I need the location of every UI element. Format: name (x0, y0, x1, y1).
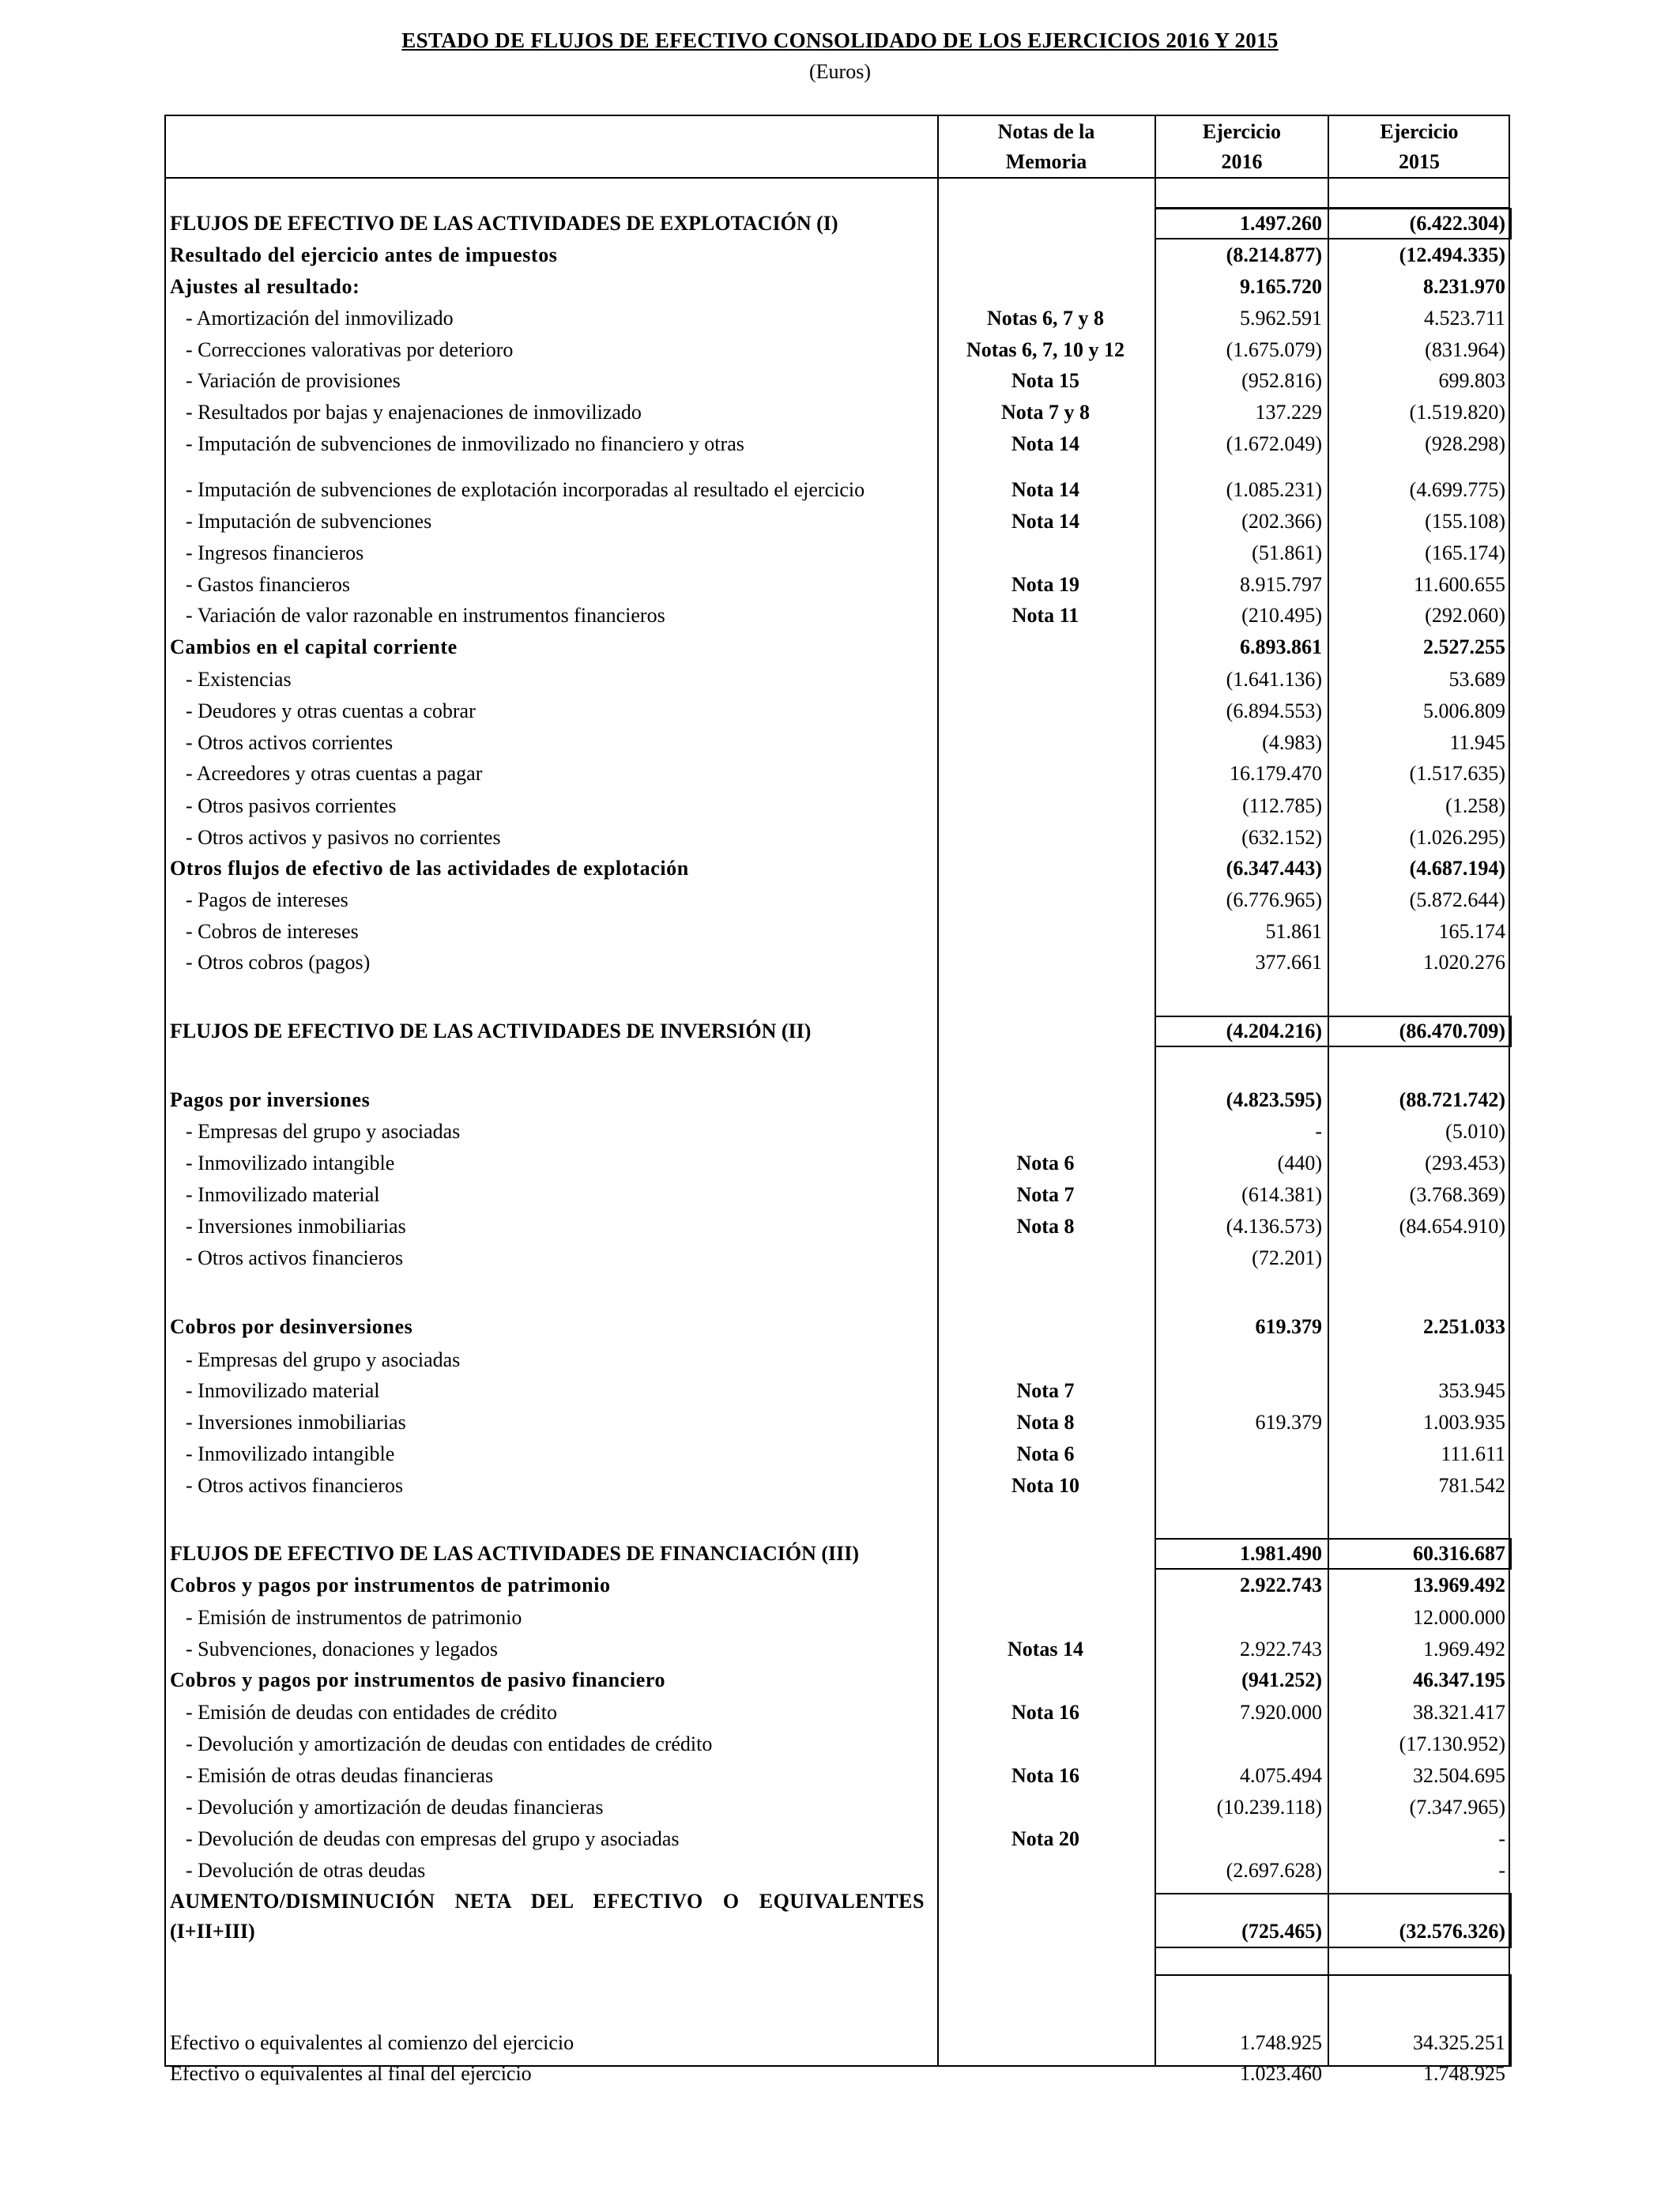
row-value-2016: (51.861) (1252, 541, 1322, 564)
row-value-2016: (210.495) (1241, 604, 1322, 627)
total-box-2015 (1328, 1016, 1512, 1047)
total-box-2016 (1155, 208, 1329, 239)
row-value-2016: (6.776.965) (1226, 888, 1322, 911)
row-label: - Pagos de intereses (186, 888, 348, 911)
row-value-2016: (941.252) (1241, 1668, 1322, 1691)
row-label: - Otros activos financieros (186, 1474, 404, 1497)
row-value-2015: (7.347.965) (1409, 1796, 1505, 1819)
row-value-2015: 1.969.492 (1423, 1638, 1505, 1661)
row-label: Cambios en el capital corriente (170, 635, 458, 658)
row-value-2015: 60.316.687 (1413, 1542, 1505, 1565)
row-nota: Nota 8 (1016, 1215, 1075, 1238)
total-box-2016 (1155, 1893, 1329, 1948)
total-box-2015 (1328, 208, 1512, 239)
row-value-2016: 16.179.470 (1230, 762, 1322, 785)
row-value-2016: 2.922.743 (1240, 1638, 1322, 1661)
row-nota: Nota 7 (1016, 1183, 1075, 1206)
row-value-2015: (831.964) (1425, 338, 1505, 361)
row-nota: Nota 11 (1011, 604, 1079, 627)
row-value-2015: 46.347.195 (1413, 1668, 1505, 1691)
row-value-2015: (1.517.635) (1409, 762, 1505, 785)
row-label: Cobros y pagos por instrumentos de patrimonio (170, 1574, 611, 1596)
header-2015-line2: 2015 (1399, 150, 1440, 173)
row-value-2015: 13.969.492 (1413, 1574, 1505, 1596)
row-value-2015: 5.006.809 (1423, 699, 1505, 722)
row-label: Pagos por inversiones (170, 1088, 371, 1111)
row-value-2015: 32.504.695 (1413, 1764, 1505, 1787)
row-value-2016: (8.214.877) (1226, 243, 1322, 266)
row-label: Efectivo o equivalentes al comienzo del ejercicio (170, 2031, 574, 2054)
total-box-2015 (1328, 1893, 1512, 1948)
row-nota: Nota 15 (1011, 369, 1079, 392)
row-value-2016: (632.152) (1241, 826, 1322, 849)
row-label: - Otros activos corrientes (186, 731, 394, 754)
row-value-2015: (12.494.335) (1399, 243, 1505, 266)
row-value-2015: 1.003.935 (1423, 1411, 1505, 1434)
row-value-2015: (17.130.952) (1399, 1732, 1505, 1755)
row-nota: Notas 14 (1007, 1638, 1084, 1661)
row-value-2016: 1.497.260 (1240, 212, 1322, 235)
header-2016 (1156, 117, 1328, 177)
row-label: - Acreedores y otras cuentas a pagar (186, 762, 483, 785)
row-value-2016: 1.981.490 (1240, 1542, 1322, 1565)
row-value-2015: (4.699.775) (1409, 478, 1505, 501)
row-nota: Nota 16 (1011, 1764, 1079, 1787)
row-value-2016: (614.381) (1241, 1183, 1322, 1206)
row-value-2016: (6.894.553) (1226, 699, 1322, 722)
row-nota: Nota 6 (1016, 1442, 1075, 1465)
row-label: - Resultados por bajas y enajenaciones de inmovilizado (186, 401, 642, 424)
header-2016-line2: 2016 (1221, 150, 1263, 173)
row-value-2015: 1.748.925 (1423, 2062, 1505, 2085)
row-value-2016: 2.922.743 (1240, 1574, 1322, 1596)
row-label: - Empresas del grupo y asociadas (186, 1120, 461, 1143)
row-label: - Imputación de subvenciones (186, 510, 432, 533)
row-value-2015: (3.768.369) (1409, 1183, 1505, 1206)
row-value-2016: 6.893.861 (1240, 635, 1322, 658)
row-value-2015: (5.872.644) (1409, 888, 1505, 911)
row-label: - Otros pasivos corrientes (186, 794, 397, 817)
row-value-2015: 165.174 (1438, 920, 1505, 943)
row-value-2016: (10.239.118) (1216, 1796, 1322, 1819)
balance-box (1155, 1974, 1329, 2067)
row-value-2015: (5.010) (1445, 1120, 1505, 1143)
row-nota: Nota 7 y 8 (1001, 401, 1090, 424)
row-label: FLUJOS DE EFECTIVO DE LAS ACTIVIDADES DE FINANCIACIÓN (III) (170, 1542, 860, 1565)
row-value-2016: 5.962.591 (1240, 307, 1322, 330)
row-value-2015: 53.689 (1448, 668, 1505, 691)
row-label: - Cobros de intereses (186, 920, 359, 943)
row-nota: Nota 6 (1016, 1152, 1075, 1174)
row-value-2015: (32.576.326) (1399, 1920, 1505, 1943)
row-value-2015: (165.174) (1425, 541, 1505, 564)
row-label: - Emisión de deudas con entidades de crédito (186, 1701, 558, 1724)
total-box-2016 (1155, 1016, 1329, 1047)
row-value-2016: - (1315, 1120, 1322, 1143)
row-value-2015: 12.000.000 (1413, 1606, 1505, 1629)
row-nota: Notas 6, 7 y 8 (986, 307, 1105, 330)
page-subtitle: (Euros) (809, 60, 871, 83)
row-value-2016: (725.465) (1241, 1920, 1322, 1943)
row-value-2015: (84.654.910) (1399, 1215, 1505, 1238)
row-value-2015: 2.527.255 (1423, 635, 1505, 658)
row-label-continued: (I+II+III) (170, 1920, 255, 1943)
row-value-2015: 4.523.711 (1423, 307, 1505, 330)
row-label: - Ingresos financieros (186, 541, 364, 564)
row-value-2016: (4.136.573) (1226, 1215, 1322, 1238)
header-2015 (1329, 117, 1509, 177)
row-label: - Otros cobros (pagos) (186, 951, 371, 974)
row-value-2016: 9.165.720 (1240, 275, 1322, 298)
row-value-2016: (4.823.595) (1226, 1088, 1322, 1111)
row-value-2016: (1.641.136) (1226, 668, 1322, 691)
row-label: - Devolución y amortización de deudas financieras (186, 1796, 604, 1819)
row-value-2015: 1.020.276 (1423, 951, 1505, 974)
row-value-2015: (88.721.742) (1399, 1088, 1505, 1111)
row-value-2015: - (1498, 1827, 1505, 1850)
row-value-2016: (4.204.216) (1226, 1020, 1322, 1042)
row-value-2016: 377.661 (1255, 951, 1322, 974)
row-label: - Imputación de subvenciones de inmovilizado no financiero y otras (186, 432, 744, 455)
row-label: - Inmovilizado material (186, 1183, 380, 1206)
row-value-2016: (4.983) (1262, 731, 1322, 754)
row-value-2015: 781.542 (1438, 1474, 1505, 1497)
row-nota: Nota 20 (1011, 1827, 1079, 1850)
page-title: ESTADO DE FLUJOS DE EFECTIVO CONSOLIDADO DE LOS EJERCICIOS 2016 Y 2015 (401, 28, 1279, 52)
row-value-2015: (293.453) (1425, 1152, 1505, 1174)
row-value-2016: 51.861 (1265, 920, 1322, 943)
row-value-2015: 11.600.655 (1413, 573, 1505, 596)
row-value-2016: 619.379 (1255, 1315, 1322, 1338)
row-label: - Inversiones inmobiliarias (186, 1215, 406, 1238)
row-label: Otros flujos de efectivo de las actividades de explotación (170, 857, 689, 880)
header-notas (939, 117, 1154, 177)
row-value-2015: (155.108) (1425, 510, 1505, 533)
row-label: - Inmovilizado intangible (186, 1152, 395, 1174)
total-box-2015 (1328, 1538, 1512, 1570)
row-value-2016: (440) (1277, 1152, 1322, 1174)
row-value-2016: (1.675.079) (1226, 338, 1322, 361)
column-divider (1328, 115, 1329, 2067)
row-label: - Gastos financieros (186, 573, 350, 596)
row-value-2015: 8.231.970 (1423, 275, 1505, 298)
row-value-2016: (72.201) (1252, 1246, 1322, 1269)
row-label: - Inmovilizado material (186, 1379, 380, 1402)
row-label: - Emisión de otras deudas financieras (186, 1764, 494, 1787)
row-label: - Imputación de subvenciones de explotación incorporadas al resultado el ejercicio (186, 478, 865, 501)
row-value-2015: 11.945 (1449, 731, 1505, 754)
row-value-2015: 699.803 (1438, 369, 1505, 392)
row-nota: Nota 8 (1016, 1411, 1075, 1434)
row-value-2015: (928.298) (1425, 432, 1505, 455)
row-value-2015: (1.258) (1445, 794, 1505, 817)
row-nota: Nota 7 (1016, 1379, 1075, 1402)
row-label: Cobros por desinversiones (170, 1315, 413, 1338)
row-value-2016: (112.785) (1242, 794, 1322, 817)
row-nota: Nota 10 (1011, 1474, 1079, 1497)
row-value-2016: 137.229 (1255, 401, 1322, 424)
row-label: - Subvenciones, donaciones y legados (186, 1638, 498, 1661)
row-label: Resultado del ejercicio antes de impuestos (170, 243, 558, 266)
row-value-2016: (2.697.628) (1226, 1859, 1322, 1882)
row-value-2015: 34.325.251 (1413, 2031, 1505, 2054)
row-nota: Nota 16 (1011, 1701, 1079, 1724)
row-label: AUMENTO/DISMINUCIÓN NETA DEL EFECTIVO O EQUIVALENTES (170, 1890, 925, 1913)
row-value-2015: 2.251.033 (1423, 1315, 1505, 1338)
header-2016-line1: Ejercicio (1202, 120, 1282, 143)
row-nota: Nota 14 (1011, 432, 1079, 455)
row-label: Efectivo o equivalentes al final del ejercicio (170, 2062, 532, 2085)
row-value-2015: (1.026.295) (1409, 826, 1505, 849)
row-value-2015: (1.519.820) (1409, 401, 1505, 424)
row-value-2015: 111.611 (1441, 1442, 1505, 1465)
row-label: - Otros activos y pasivos no corrientes (186, 826, 501, 849)
total-box-2016 (1155, 1538, 1329, 1570)
row-label: - Variación de valor razonable en instrumentos financieros (186, 604, 665, 627)
row-value-2016: (952.816) (1241, 369, 1322, 392)
row-nota: Nota 14 (1011, 510, 1079, 533)
row-label: - Otros activos financieros (186, 1246, 404, 1269)
header-divider (164, 177, 1510, 179)
row-value-2015: - (1498, 1859, 1505, 1882)
header-notas-line2: Memoria (1005, 150, 1087, 173)
row-label: - Inversiones inmobiliarias (186, 1411, 406, 1434)
row-label: - Devolución de otras deudas (186, 1859, 426, 1882)
row-label: - Correcciones valorativas por deterioro (186, 338, 514, 361)
row-value-2016: 4.075.494 (1240, 1764, 1322, 1787)
row-value-2016: 1.748.925 (1240, 2031, 1322, 2054)
row-value-2016: 8.915.797 (1240, 573, 1322, 596)
row-value-2015: (86.470.709) (1399, 1020, 1505, 1042)
row-value-2016: 7.920.000 (1240, 1701, 1322, 1724)
row-label: - Existencias (186, 668, 292, 691)
row-label: FLUJOS DE EFECTIVO DE LAS ACTIVIDADES DE EXPLOTACIÓN (I) (170, 212, 838, 235)
row-nota: Nota 14 (1011, 478, 1079, 501)
row-label: - Variación de provisiones (186, 369, 401, 392)
balance-box (1328, 1974, 1512, 2067)
row-value-2015: 353.945 (1438, 1379, 1505, 1402)
row-value-2015: (6.422.304) (1409, 212, 1505, 235)
row-label: - Empresas del grupo y asociadas (186, 1348, 461, 1371)
row-nota: Nota 19 (1011, 573, 1079, 596)
row-label: FLUJOS DE EFECTIVO DE LAS ACTIVIDADES DE INVERSIÓN (II) (170, 1020, 812, 1042)
row-label: - Deudores y otras cuentas a cobrar (186, 699, 476, 722)
row-value-2016: (202.366) (1241, 510, 1322, 533)
row-value-2016: 1.023.460 (1240, 2062, 1322, 2085)
row-label: - Emisión de instrumentos de patrimonio (186, 1606, 522, 1629)
row-label: - Devolución y amortización de deudas con entidades de crédito (186, 1732, 713, 1755)
row-label: - Inmovilizado intangible (186, 1442, 395, 1465)
row-label: Ajustes al resultado: (170, 275, 360, 298)
row-label: - Devolución de deudas con empresas del grupo y asociadas (186, 1827, 680, 1850)
row-value-2016: (1.672.049) (1226, 432, 1322, 455)
row-nota: Notas 6, 7, 10 y 12 (966, 338, 1125, 361)
row-value-2015: (292.060) (1425, 604, 1505, 627)
row-value-2016: 619.379 (1255, 1411, 1322, 1434)
row-value-2016: (6.347.443) (1226, 857, 1322, 880)
row-value-2016: (1.085.231) (1226, 478, 1322, 501)
header-notas-line1: Notas de la (997, 120, 1095, 143)
row-label: Cobros y pagos por instrumentos de pasivo financiero (170, 1668, 666, 1691)
header-2015-line1: Ejercicio (1380, 120, 1459, 143)
row-value-2015: (4.687.194) (1409, 857, 1505, 880)
row-value-2015: 38.321.417 (1413, 1701, 1505, 1724)
row-label: - Amortización del inmovilizado (186, 307, 454, 330)
